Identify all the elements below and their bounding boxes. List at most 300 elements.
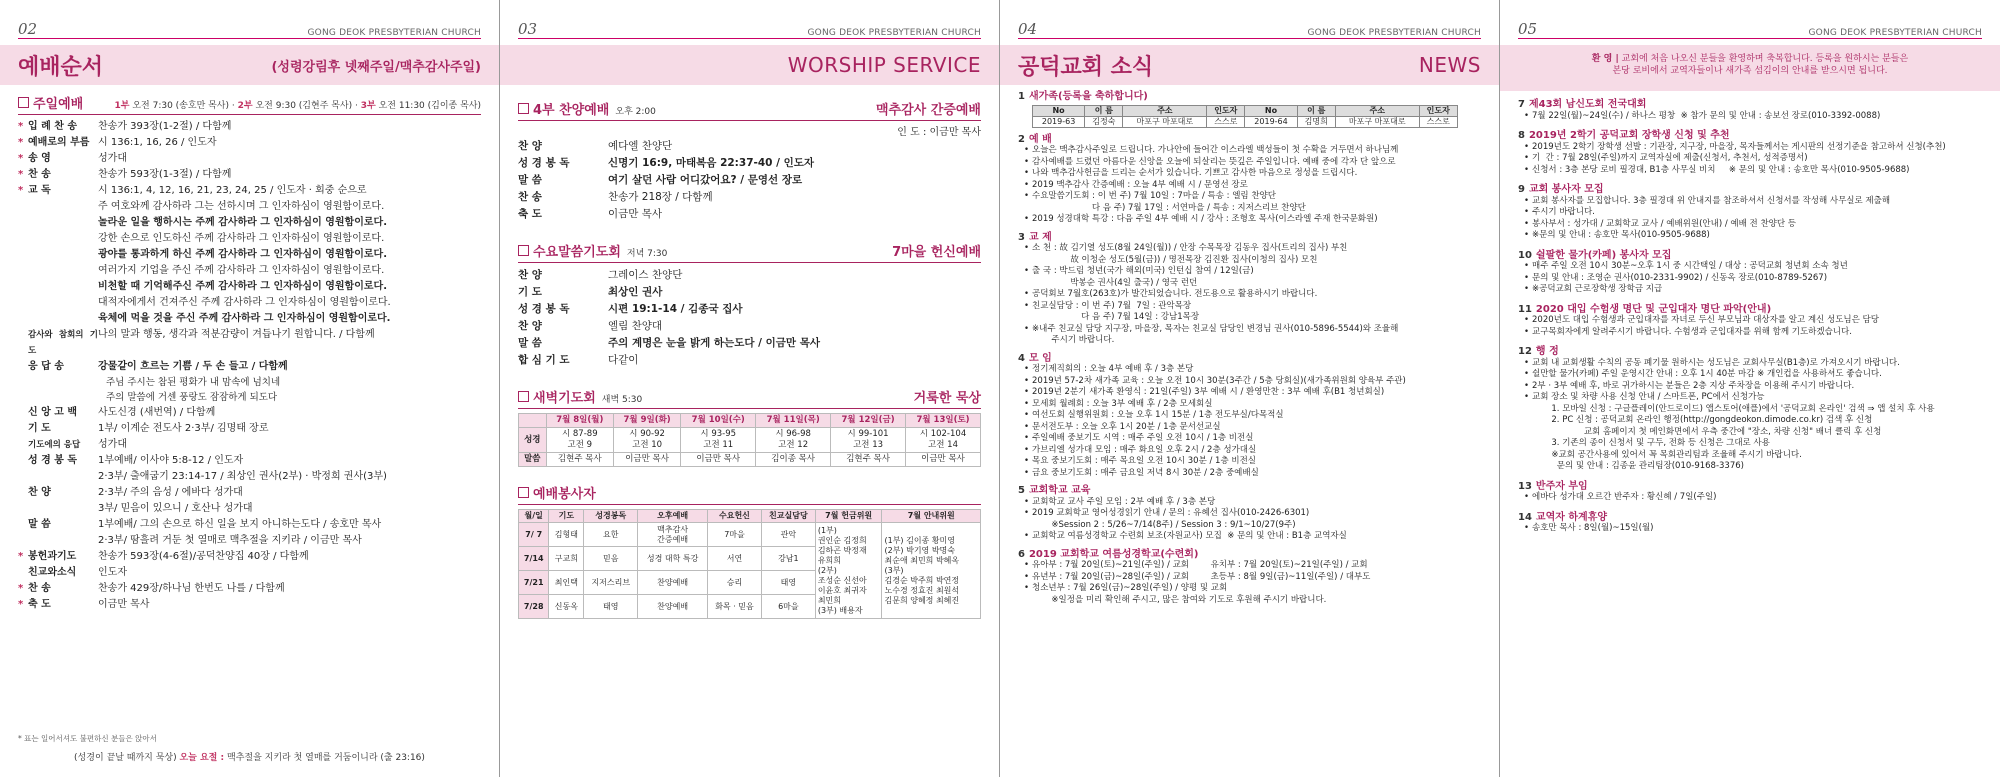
volunteer-cell: 강남1 [761, 547, 815, 571]
page-footer [18, 733, 481, 763]
news-line: 문의 및 안내 : 김종윤 관리팀장(010-9168-3376) [1546, 461, 1744, 471]
page-number: 04 [1018, 20, 1038, 38]
column-header: 7월 안내위원 [882, 510, 981, 523]
required-mark: * [18, 583, 24, 594]
news-heading [1518, 512, 1982, 524]
service-row [518, 138, 981, 155]
required-mark [18, 565, 28, 581]
news-number: 3 [1018, 231, 1025, 243]
order-label: 찬 양 [28, 487, 51, 498]
order-label: 입 례 찬 송 [28, 121, 78, 132]
news-line: • 친교실담당 : 이 번 주) 7월 7일 : 관악목장 [1032, 301, 1481, 313]
order-value: 인도자 [98, 567, 127, 578]
volunteer-cell: 관악 [761, 523, 815, 547]
news-line: • 모세회 월례회 : 오늘 3부 예배 후 / 2층 모세회실 [1032, 399, 1481, 411]
responsive-reading-line: 비천할 때 기억해주신 주께 감사하라 그 인자하심이 영원함이로다. [98, 281, 387, 292]
news-title: 모 임 [1028, 352, 1052, 364]
news-number: 5 [1018, 485, 1025, 496]
news-heading [1518, 481, 1982, 493]
order-value: 2·3부/ 땀흘려 거둔 첫 열매로 맥추절을 지키라 / 이금만 목사 [98, 535, 362, 546]
order-value: 시 136:1, 16, 26 / 인도자 [98, 137, 217, 148]
news-line: • 주일예배 중보기도 시역 : 매주 주일 오전 10시 / 1층 비전실 [1032, 433, 1481, 445]
scripture-cell: 시 93-95 고전 11 [681, 428, 756, 453]
service-label: 찬 양 [518, 269, 542, 281]
table-header-row [519, 414, 981, 428]
news-line: • 기 간 : 7월 28일(주일)까지 교역자실에 제출(신청서, 추천서, 성적증명서) [1532, 153, 1982, 165]
volunteer-cell: 화목 · 믿음 [708, 595, 762, 619]
table-cell: 마포구 마포대로 [1335, 116, 1419, 127]
news-title: 교역자 하계휴양 [1535, 511, 1608, 523]
volunteer-cell: 6마을 [761, 595, 815, 619]
page-news [1000, 0, 1500, 777]
responsive-reading-line: 주 여호와께 감사하라 그는 선하시며 그 인자하심이 영원함이로다. [98, 201, 385, 212]
news-line: • 청소년부 : 7월 26일(금)~28일(주일) / 양평 및 교회 [1032, 583, 1481, 595]
responsive-reading-line: 광야를 통과하게 하신 주께 감사하라 그 인자하심이 영원함이로다. [98, 249, 387, 260]
required-mark: * [18, 121, 24, 132]
service-row [518, 318, 981, 335]
church-name: GONG DEOK PRESBYTERIAN CHURCH [807, 28, 981, 38]
column-header: 주소 [1335, 105, 1419, 116]
news-number: 2 [1018, 133, 1025, 145]
church-name: GONG DEOK PRESBYTERIAN CHURCH [307, 28, 481, 38]
section-praise-worship: 4부 찬양예배 오후 2:00 맥추감사 간증예배 [518, 99, 981, 121]
news-title: 교회학교 교육 [1028, 485, 1091, 496]
responsive-reading-line: 대적자에게서 건져주신 주께 감사하라 그 인자하심이 영원함이로다. [98, 297, 391, 308]
order-row [18, 533, 481, 549]
news-line: 박봉순 권사(4일 출국) / 영국 런던 [1046, 277, 1198, 288]
service-label: 성 경 봉 독 [518, 303, 570, 315]
news-number: 1 [1018, 91, 1025, 102]
preacher-cell: 김현주 목사 [831, 453, 906, 467]
day-header: 7월 11일(목) [756, 414, 831, 428]
news-heading [1518, 250, 1982, 262]
column-header: No [1033, 105, 1085, 116]
volunteer-cell: 최인택 [549, 571, 584, 595]
news-title: 제43회 남신도회 전국대회 [1528, 99, 1647, 110]
verse-of-the-day: (성경이 끝날 때까지 묵상) 오늘 요절 : 맥추절을 지키라 첫 열매를 거둠이니라 (출 23:16) [74, 753, 425, 763]
news-line: • 2019 교회학교 영어성경읽기 안내 / 문의 : 유혜선 집사(010-2426-6301) [1032, 508, 1481, 520]
order-value: 2·3부/ 주의 음성 / 에바다 성가대 [98, 487, 243, 498]
preacher-cell: 김이종 목사 [756, 453, 831, 467]
news-heading [1018, 549, 1481, 561]
news-line: 1. 모바일 신청 : 구글플레이(안드로이드) 앱스토어(애플)에서 '공덕교회 온라인' 검색 ⇒ 앱 설치 후 사용 [1546, 403, 1935, 414]
required-mark [18, 469, 28, 485]
page-header [18, 14, 481, 39]
news-line: • 2019 성경대학 특강 : 다음 주일 4부 예배 시 / 강사 : 조형호 목사(이스라엘 주재 한국문화원) [1032, 214, 1481, 226]
column-header: 인도자 [1207, 105, 1245, 116]
news-line: ※일정을 미리 확인해 주시고, 많은 참여와 기도로 후원해 주시기 바랍니다. [1046, 594, 1327, 605]
order-value: 강물같이 흐르는 기쁨 / 두 손 들고 / 다함께 [98, 361, 288, 372]
order-value: 시 136:1, 4, 12, 16, 21, 23, 24, 25 / 인도자 · 회중 순으로 [98, 185, 367, 196]
news-title: 교회 봉사자 모집 [1528, 184, 1604, 195]
order-label [28, 501, 98, 517]
page-header [518, 14, 981, 39]
order-row [18, 135, 481, 151]
table-cell: 김정숙 [1085, 116, 1123, 127]
page-title: 예배순서 [18, 54, 104, 80]
title-bar [1000, 45, 1499, 85]
news-heading [1518, 304, 1982, 316]
news-line: 3. 기존의 종이 신청서 및 구두, 전화 등 신청은 그대로 사용 [1546, 438, 1770, 448]
church-name: GONG DEOK PRESBYTERIAN CHURCH [1808, 28, 1982, 38]
news-lines [1018, 497, 1481, 543]
welcome-message: 환 영 | 교회에 처음 나오신 분들을 환영하며 축복합니다. 등록을 원하시는 분들은 본당 로비에서 교역자들이나 새가족 섬김이의 안내를 받으시면 됩니다. [1591, 54, 1909, 76]
section-dawn-prayer: 새벽기도회 새벽 5:30 거룩한 묵상 [518, 387, 981, 409]
news-title: 2019 교회학교 여름성경학교(수련회) [1028, 548, 1199, 560]
news-heading [1018, 91, 1481, 103]
news-number: 12 [1518, 346, 1532, 357]
news-line: • 2019년 57-2차 새가족 교육 : 오늘 오전 10시 30분(3주간 / 5층 당회실)(새가족위원회 양육부 주관) [1032, 376, 1481, 388]
order-row [18, 597, 481, 613]
news-line: • 봉사부서 : 성가대 / 교회학교 교사 / 예배위원(안내) / 예배 전 찬양단 등 [1532, 219, 1982, 231]
table-row [1033, 116, 1458, 127]
service-row [518, 172, 981, 189]
service-value: 최상인 권사 [608, 286, 663, 298]
news-title: 쉴팔한 물가(카페) 봉사자 모집 [1535, 249, 1672, 261]
volunteer-cell: 신동옥 [549, 595, 584, 619]
news-line: ※교회 공간사용에 있어서 꼭 목회관리팀과 조율해 주시기 바랍니다. [1546, 449, 1802, 460]
page-worship-service [500, 0, 1000, 777]
service-row [518, 301, 981, 318]
news-line: • 문의 및 안내 : 조영순 권사(010-2331-9902) / 신동옥 장로(010-8789-5267) [1532, 273, 1982, 285]
news-line: 주시기 바랍니다. [1046, 335, 1115, 345]
order-label [28, 533, 98, 549]
news-heading [1518, 130, 1982, 142]
order-value: 성가대 [98, 439, 127, 450]
order-row [18, 565, 481, 581]
news-line: • 7월 22일(월)~24일(수) / 하나스 평창 ※ 참가 문의 및 안내 : 송보선 장로(010-3392-0088) [1532, 111, 1982, 123]
empty-header [519, 414, 547, 428]
order-row [18, 549, 481, 565]
order-label: 교 독 [28, 185, 51, 196]
order-value: 1부예배/ 그의 손으로 하신 일을 보지 아니하는도다 / 송호만 목사 [98, 519, 382, 530]
section-title: 주일예배 [33, 97, 84, 112]
order-row [18, 453, 481, 469]
page-subtitle: (성령강림후 넷째주일/맥추감사주일) [271, 59, 481, 75]
news-line: • 쉴만할 물가(카페) 주일 운영시간 안내 : 오후 1시 40분 마감 ※ 개인컵을 사용하셔도 좋습니다. [1532, 369, 1982, 381]
news-number: 10 [1518, 249, 1532, 261]
dawn-prayer-table [518, 413, 981, 467]
news-line: • ※공덕교회 근로장학생 장학금 지급 [1532, 284, 1982, 296]
service-label: 찬 송 [518, 191, 542, 203]
scripture-cell: 시 99-101 고전 13 [831, 428, 906, 453]
page-title-en: NEWS [1418, 53, 1481, 77]
news-title: 반주자 부임 [1535, 480, 1588, 492]
news-line: • 오늘은 맥추감사주일로 드립니다. 가나안에 들어간 이스라엘 백성들이 첫 수확을 거두면서 하나님께 [1032, 145, 1481, 157]
news-lines [1518, 142, 1982, 177]
news-lines [1018, 364, 1481, 479]
volunteer-cell: 태영 [761, 571, 815, 595]
news-lines [1518, 523, 1982, 535]
order-value: 3부/ 믿음이 있으니 / 호산나 성가대 [98, 503, 253, 514]
volunteer-cell: 구교희 [549, 547, 584, 571]
footnote: * 표는 일어서셔도 불편하신 분들은 앉아서 [18, 734, 157, 743]
day-header: 7월 9일(화) [613, 414, 680, 428]
volunteer-cell: 7/ 7 [519, 523, 549, 547]
hymn-lyric-line: 주의 말씀에 거센 풍랑도 잠잠하게 되도다 [106, 392, 278, 403]
service-label: 말 씀 [518, 174, 542, 186]
service-value: 이금만 목사 [608, 208, 663, 220]
table-cell: 2019-63 [1033, 116, 1085, 127]
required-mark [18, 485, 28, 501]
day-header: 7월 8일(월) [546, 414, 613, 428]
volunteer-cell: 7/21 [519, 571, 549, 595]
scripture-cell: 시 96-98 고전 12 [756, 428, 831, 453]
service-label: 합 심 기 도 [518, 354, 570, 366]
required-mark [18, 437, 28, 453]
square-icon [518, 103, 529, 114]
square-icon [518, 391, 529, 402]
page-number: 02 [18, 20, 38, 38]
table-cell: 스스로 [1207, 116, 1245, 127]
order-row [18, 183, 481, 199]
news-line: • 신청서 : 3층 본당 로비 필경대, B1층 사무실 비치 ※ 문의 및 안내 : 송호만 목사(010-9505-9688) [1532, 165, 1982, 177]
column-header: 수요헌신 [708, 510, 762, 523]
volunteer-cell: 서연 [708, 547, 762, 571]
scripture-cell: 시 102-104 고전 14 [906, 428, 981, 453]
square-icon [18, 97, 29, 108]
order-row [18, 405, 481, 421]
column-header: 7월 헌금위원 [815, 510, 882, 523]
column-header: 월/일 [519, 510, 549, 523]
news-line: • 교회 장소 및 차량 사용 신청 안내 / 스마트폰, PC에서 신청가능 [1532, 392, 1982, 404]
news-line: 2. PC 신청 : 공덕교회 온라인 행정(http://gongdeokon.dimode.co.kr) 검색 후 신청 [1546, 415, 1873, 425]
scripture-cell: 시 90-92 고전 10 [613, 428, 680, 453]
column-header: 성경봉독 [584, 510, 638, 523]
order-label: 신 앙 고 백 [28, 407, 78, 418]
column-header: No [1245, 105, 1297, 116]
order-label: 기도에의 응답 [28, 440, 81, 450]
volunteer-cell: 태영 [584, 595, 638, 619]
news-line: • 에바다 성가대 오르간 반주자 : 황신혜 / 7일(주일) [1532, 492, 1982, 504]
volunteer-cell: 7/14 [519, 547, 549, 571]
table-cell: 김명희 [1297, 116, 1335, 127]
order-value: 이금만 목사 [98, 599, 150, 610]
column-header: 기도 [549, 510, 584, 523]
order-label: 기 도 [28, 423, 51, 434]
required-mark [18, 359, 28, 375]
section-wednesday: 수요말씀기도회 저녁 7:30 7마을 헌신예배 [518, 241, 981, 263]
table-cell: 스스로 [1419, 116, 1457, 127]
preacher-cell: 이금만 목사 [906, 453, 981, 467]
news-heading [1018, 353, 1481, 365]
news-heading [1018, 134, 1481, 146]
news-line: • 2부 · 3부 예배 후, 바로 귀가하시는 분들은 2층 지상 주차장을 이용해 주시기 바랍니다. [1532, 381, 1982, 393]
church-name: GONG DEOK PRESBYTERIAN CHURCH [1307, 28, 1481, 38]
news-line: • 여선도회 실행위원회 : 오늘 오후 1시 15분 / 1층 전도부실/다목적실 [1032, 410, 1481, 422]
column-header: 인도자 [1419, 105, 1457, 116]
news-heading [1018, 232, 1481, 244]
required-mark [18, 421, 28, 437]
day-header: 7월 10일(수) [681, 414, 756, 428]
order-label: 예배로의 부름 [28, 137, 90, 148]
required-mark: * [18, 137, 24, 148]
order-label: 성 경 봉 독 [28, 455, 78, 466]
order-row [18, 119, 481, 135]
volunteer-cell: 승리 [708, 571, 762, 595]
wednesday-order [518, 267, 981, 369]
order-label: 감사와 참회의 기도 [28, 330, 98, 356]
news-lines [1018, 145, 1481, 226]
news-line: • 2019년도 2학기 장학생 선발 : 기관장, 지구장, 마을장, 목자들께서는 게시판의 선정기준을 참고하셔 신청(추천) [1532, 142, 1982, 154]
order-row [18, 167, 481, 183]
required-mark: * [18, 551, 24, 562]
volunteer-table [518, 509, 981, 619]
volunteer-row [519, 523, 981, 547]
news-line: • 유아부 : 7월 20일(토)~21일(주일) / 교회 유치부 : 7월 20일(토)~21일(주일) / 교회 [1032, 560, 1481, 572]
service-value: 엘림 찬양대 [608, 320, 663, 332]
news-line: 교회 홈페이지 첫 메인화면에서 우측 중간에 "장소, 차량 신청" 배너 클릭 후 신청 [1546, 426, 1882, 437]
news-line: • 수요말씀기도회 : 이 번 주) 7월 10일 : 7마을 / 특송 : 엘림 찬양단 [1032, 191, 1481, 203]
news-line: 다 음 주) 7월 17일 : 서연마을 / 특송 : 지저스리브 찬양단 [1046, 202, 1306, 213]
scripture-cell: 시 87-89 고전 9 [546, 428, 613, 453]
service-value: 찬송가 218장 / 다함께 [608, 191, 713, 203]
square-icon [518, 245, 529, 256]
volunteer-cell: 믿음 [584, 547, 638, 571]
volunteer-cell: 7/28 [519, 595, 549, 619]
order-label: 친교와소식 [28, 567, 77, 578]
news-title: 2020 대입 수험생 명단 및 군입대자 명단 파악(안내) [1535, 303, 1772, 315]
service-row [518, 335, 981, 352]
order-label: 말 씀 [28, 519, 51, 530]
order-row [18, 517, 481, 533]
responsive-reading-line: 여러가지 기업을 주신 주께 감사하라 그 인자하심이 영원함이로다. [98, 265, 385, 276]
service-row [518, 284, 981, 301]
service-value: 다같이 [608, 354, 639, 366]
news-line: • 정기제직회의 : 오늘 4부 예배 후 / 3층 본당 [1032, 364, 1481, 376]
order-row [18, 485, 481, 501]
order-value: 1부/ 이계순 전도사 2·3부/ 김명태 장로 [98, 423, 269, 434]
welcome-bar [1500, 45, 2000, 91]
order-row [18, 501, 481, 517]
order-label: 축 도 [28, 599, 51, 610]
service-row [518, 352, 981, 369]
volunteer-cell: 찬양예배 [638, 595, 708, 619]
news-lines [1518, 196, 1982, 242]
section-sunday-worship [18, 93, 481, 115]
service-value: 예다엘 찬양단 [608, 140, 673, 152]
news-lines [1518, 315, 1982, 338]
required-mark [18, 327, 28, 359]
row-label: 성경 [519, 428, 547, 453]
news-lines [1518, 358, 1982, 473]
news-line: • 나와 맥추감사헌금을 드리는 순서가 있습니다. 기쁘고 감사한 마음으로 정성을 드립시다. [1032, 168, 1481, 180]
order-row [18, 151, 481, 167]
order-label: 찬 송 [28, 583, 51, 594]
page-number: 03 [518, 20, 538, 38]
preacher-cell: 이금만 목사 [681, 453, 756, 467]
usher-committee: (1부) 김이종 황미영 (2부) 박기영 박명숙 최순애 최민희 박혜옥 (3부) 김경순 박주희 박연정 노수경 정효진 최원석 김문희 양혜정 최혜진 [882, 523, 981, 619]
required-mark [18, 405, 28, 421]
order-row [18, 327, 481, 359]
service-label: 성 경 봉 독 [518, 157, 570, 169]
news-lines [1018, 243, 1481, 347]
required-mark: * [18, 169, 24, 180]
news-heading [1518, 99, 1982, 111]
news-line: • 공덕회보 7월호(263호)가 발간되었습니다. 전도용으로 활용하시기 바랍니다. [1032, 289, 1481, 301]
news-line: • ※내주 친교실 담당 지구장, 마을장, 목자는 친교실 담당인 변경님 권사(010-5896-5544)와 조율해 [1032, 324, 1481, 336]
news-list [1018, 91, 1481, 606]
news-lines [1518, 261, 1982, 296]
news-number: 11 [1518, 303, 1532, 315]
service-value: 여기 살던 사람 어디갔어요? / 문영선 장로 [608, 174, 803, 186]
service-value: 그레이스 찬양단 [608, 269, 683, 281]
service-row [518, 206, 981, 223]
table-header-row [519, 510, 981, 523]
news-line: 다 음 주) 7월 14일 : 강남1목장 [1046, 312, 1200, 322]
news-title: 2019년 2학기 공덕교회 장학생 신청 및 추천 [1528, 130, 1730, 141]
responsive-reading-line: 놀라운 일을 행하시는 주께 감사하라 그 인자하심이 영원함이로다. [98, 217, 387, 228]
news-number: 14 [1518, 511, 1532, 523]
required-mark: * [18, 153, 24, 164]
news-line: • 가브리엘 성가대 모임 : 매주 화요일 오후 2시 / 2층 성가대실 [1032, 445, 1481, 457]
table-cell: 2019-64 [1245, 116, 1297, 127]
news-line: • 교회 봉사자를 모집합니다. 3층 필경대 위 안내지를 참조하셔서 신청서를 작성해 사무실로 제출해 [1532, 196, 1982, 208]
service-label: 기 도 [518, 286, 542, 298]
news-lines [1518, 492, 1982, 504]
service-value: 주의 계명은 눈을 밝게 하는도다 / 이금만 목사 [608, 337, 820, 349]
preacher-cell: 김현주 목사 [546, 453, 613, 467]
order-value: 사도신경 (새번역) / 다함께 [98, 407, 216, 418]
service-value: 시편 19:1-14 / 김종국 집사 [608, 303, 743, 315]
page-header [1518, 14, 1982, 39]
news-line: • 목요 중보기도회 : 매주 목요일 오전 10시 30분 / 1층 비전실 [1032, 456, 1481, 468]
responsive-reading-line: 강한 손으로 인도하신 주께 감사하라 그 인자하심이 영원함이로다. [98, 233, 385, 244]
responsive-reading-line: 육체에 먹을 것을 주신 주께 감사하라 그 인자하심이 영원함이로다. [98, 313, 391, 324]
news-line: • 교회학교 여름성경학교 수련회 보조(자원교사) 모집 ※ 문의 및 안내 : B1층 교역자실 [1032, 531, 1481, 543]
news-heading [1518, 184, 1982, 196]
news-line: • 교구목회자에게 알려주시기 바랍니다. 수험생과 군입대자를 위해 함께 기도하겠습니다. [1532, 327, 1982, 339]
section-volunteers: 예배봉사자 [518, 483, 981, 505]
order-value: 찬송가 593장(4-6절)/공덕찬양집 40장 / 다함께 [98, 551, 309, 562]
scripture-row [519, 428, 981, 453]
news-title: 행 정 [1535, 346, 1559, 357]
order-value: 찬송가 593장(1-3절) / 다함께 [98, 169, 232, 180]
page-title: WORSHIP SERVICE [787, 53, 981, 77]
new-family-table [1032, 105, 1458, 128]
column-header: 주소 [1123, 105, 1207, 116]
news-title: 교 제 [1028, 231, 1052, 243]
order-row [18, 359, 481, 375]
page-header [1018, 14, 1481, 39]
order-row [18, 437, 481, 453]
service-label: 찬 양 [518, 320, 542, 332]
news-title: 새가족(등록을 축하합니다) [1028, 91, 1148, 102]
news-line: 故 이청순 성도(5월(금)) / 명전목장 김진환 집사(이청의 집사) 모친 [1046, 254, 1318, 265]
news-line: • 송호만 목사 : 8일(월)~15일(월) [1532, 523, 1982, 535]
page-title: 공덕교회 소식 [1018, 54, 1154, 80]
order-label: 찬 송 [28, 169, 51, 180]
required-mark [18, 533, 28, 549]
order-value: 찬송가 393장(1-2절) / 다함께 [98, 121, 232, 132]
required-mark: * [18, 599, 24, 610]
news-list [1518, 99, 1982, 535]
square-icon [518, 487, 529, 498]
order-row [18, 581, 481, 597]
order-value: 성가대 [98, 153, 127, 164]
service-row [518, 189, 981, 206]
news-line: • 2019 맥추감사 간증예배 : 오늘 4부 예배 시 / 문영선 장로 [1032, 180, 1481, 192]
news-number: 6 [1018, 548, 1025, 560]
volunteer-cell: 요한 [584, 523, 638, 547]
news-line: • 소 천 : 故 김기열 성도(8월 24일(월)) / 안장 수목목장 김동우 집사(트리의 집사) 부친 [1032, 243, 1481, 255]
service-times: 1부 오전 7:30 (송호만 목사) · 2부 오전 9:30 (김현주 목사) · 3부 오전 11:30 (김이종 목사) [114, 101, 481, 111]
order-value: 2·3부/ 출애굽기 23:14-17 / 최상인 권사(2부) · 박정희 권사(3부) [98, 471, 387, 482]
column-header: 이 름 [1085, 105, 1123, 116]
leader: 인 도 : 이금만 목사 [897, 127, 981, 138]
order-label: 봉헌과기도 [28, 551, 77, 562]
service-row [518, 155, 981, 172]
